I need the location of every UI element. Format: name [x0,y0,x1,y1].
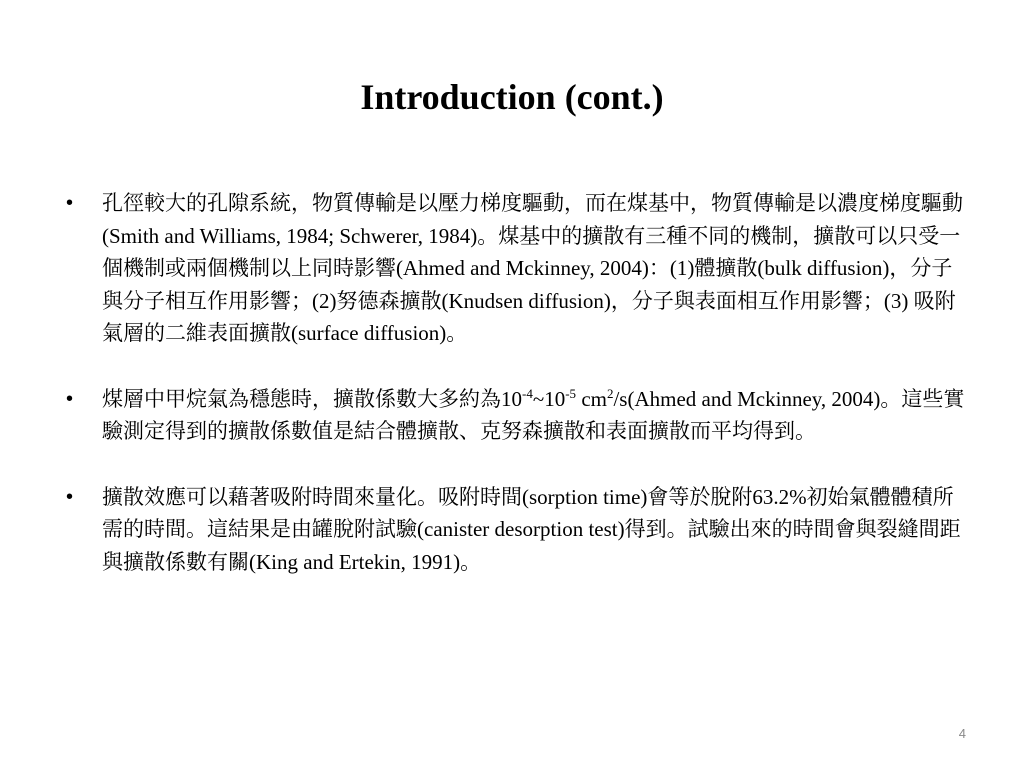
bullet-list [66,187,966,611]
bullet-text-3: 擴散效應可以藉著吸附時間來量化。吸附時間(sorption time)會等於脫附63.2%初始氣體體積所需的時間。這結果是由罐脫附試驗(canister desorption test)得到。試驗出來的時間會與裂縫間距與擴散係數有關(King and Ertekin, 1991)。 [102,484,961,574]
bullet-2-text-part3: cm [576,386,607,411]
bullet-marker: • [66,387,74,410]
bullet-2-text-part1: 煤層中甲烷氣為穩態時，擴散係數大多約為10 [102,386,522,411]
exponent-superscript: -5 [565,385,577,401]
exponent-superscript: 2 [606,385,614,401]
bullet-item-3 [66,481,966,579]
bullet-2-text-part4: /s(Ahmed and Mckinney, 2004)。這些實驗測定得到的擴散係數值是結合體擴散、克努森擴散和表面擴散而平均得到。 [102,386,965,443]
bullet-item-2 [66,383,966,448]
bullet-text-1: 孔徑較大的孔隙系統，物質傳輸是以壓力梯度驅動，而在煤基中，物質傳輸是以濃度梯度驅動(Smith and Williams, 1984; Schwerer, 1984)。煤基中的擴散有三種不同的機制，擴散可以只受一個機制或兩個機制以上同時影響(Ahmed and Mckinney, 2004)：(1)體擴散(bulk diffusion)，分子與分子相互作用影響；(2)努德森擴散(Knudsen diffusion)，分子與表面相互作用影響；(3) 吸附氣層的二維表面擴散(surface diffusion)。 [102,191,963,345]
bullet-2-text-part2: ~10 [532,386,566,411]
slide-number: 4 [958,726,966,741]
bullet-text-2 [102,383,966,448]
bullet-marker: • [66,192,74,214]
exponent-superscript: -4 [522,385,533,401]
bullet-marker: • [66,485,74,508]
bullet-item-1 [66,187,966,350]
slide-title: Introduction (cont.) [360,77,664,117]
